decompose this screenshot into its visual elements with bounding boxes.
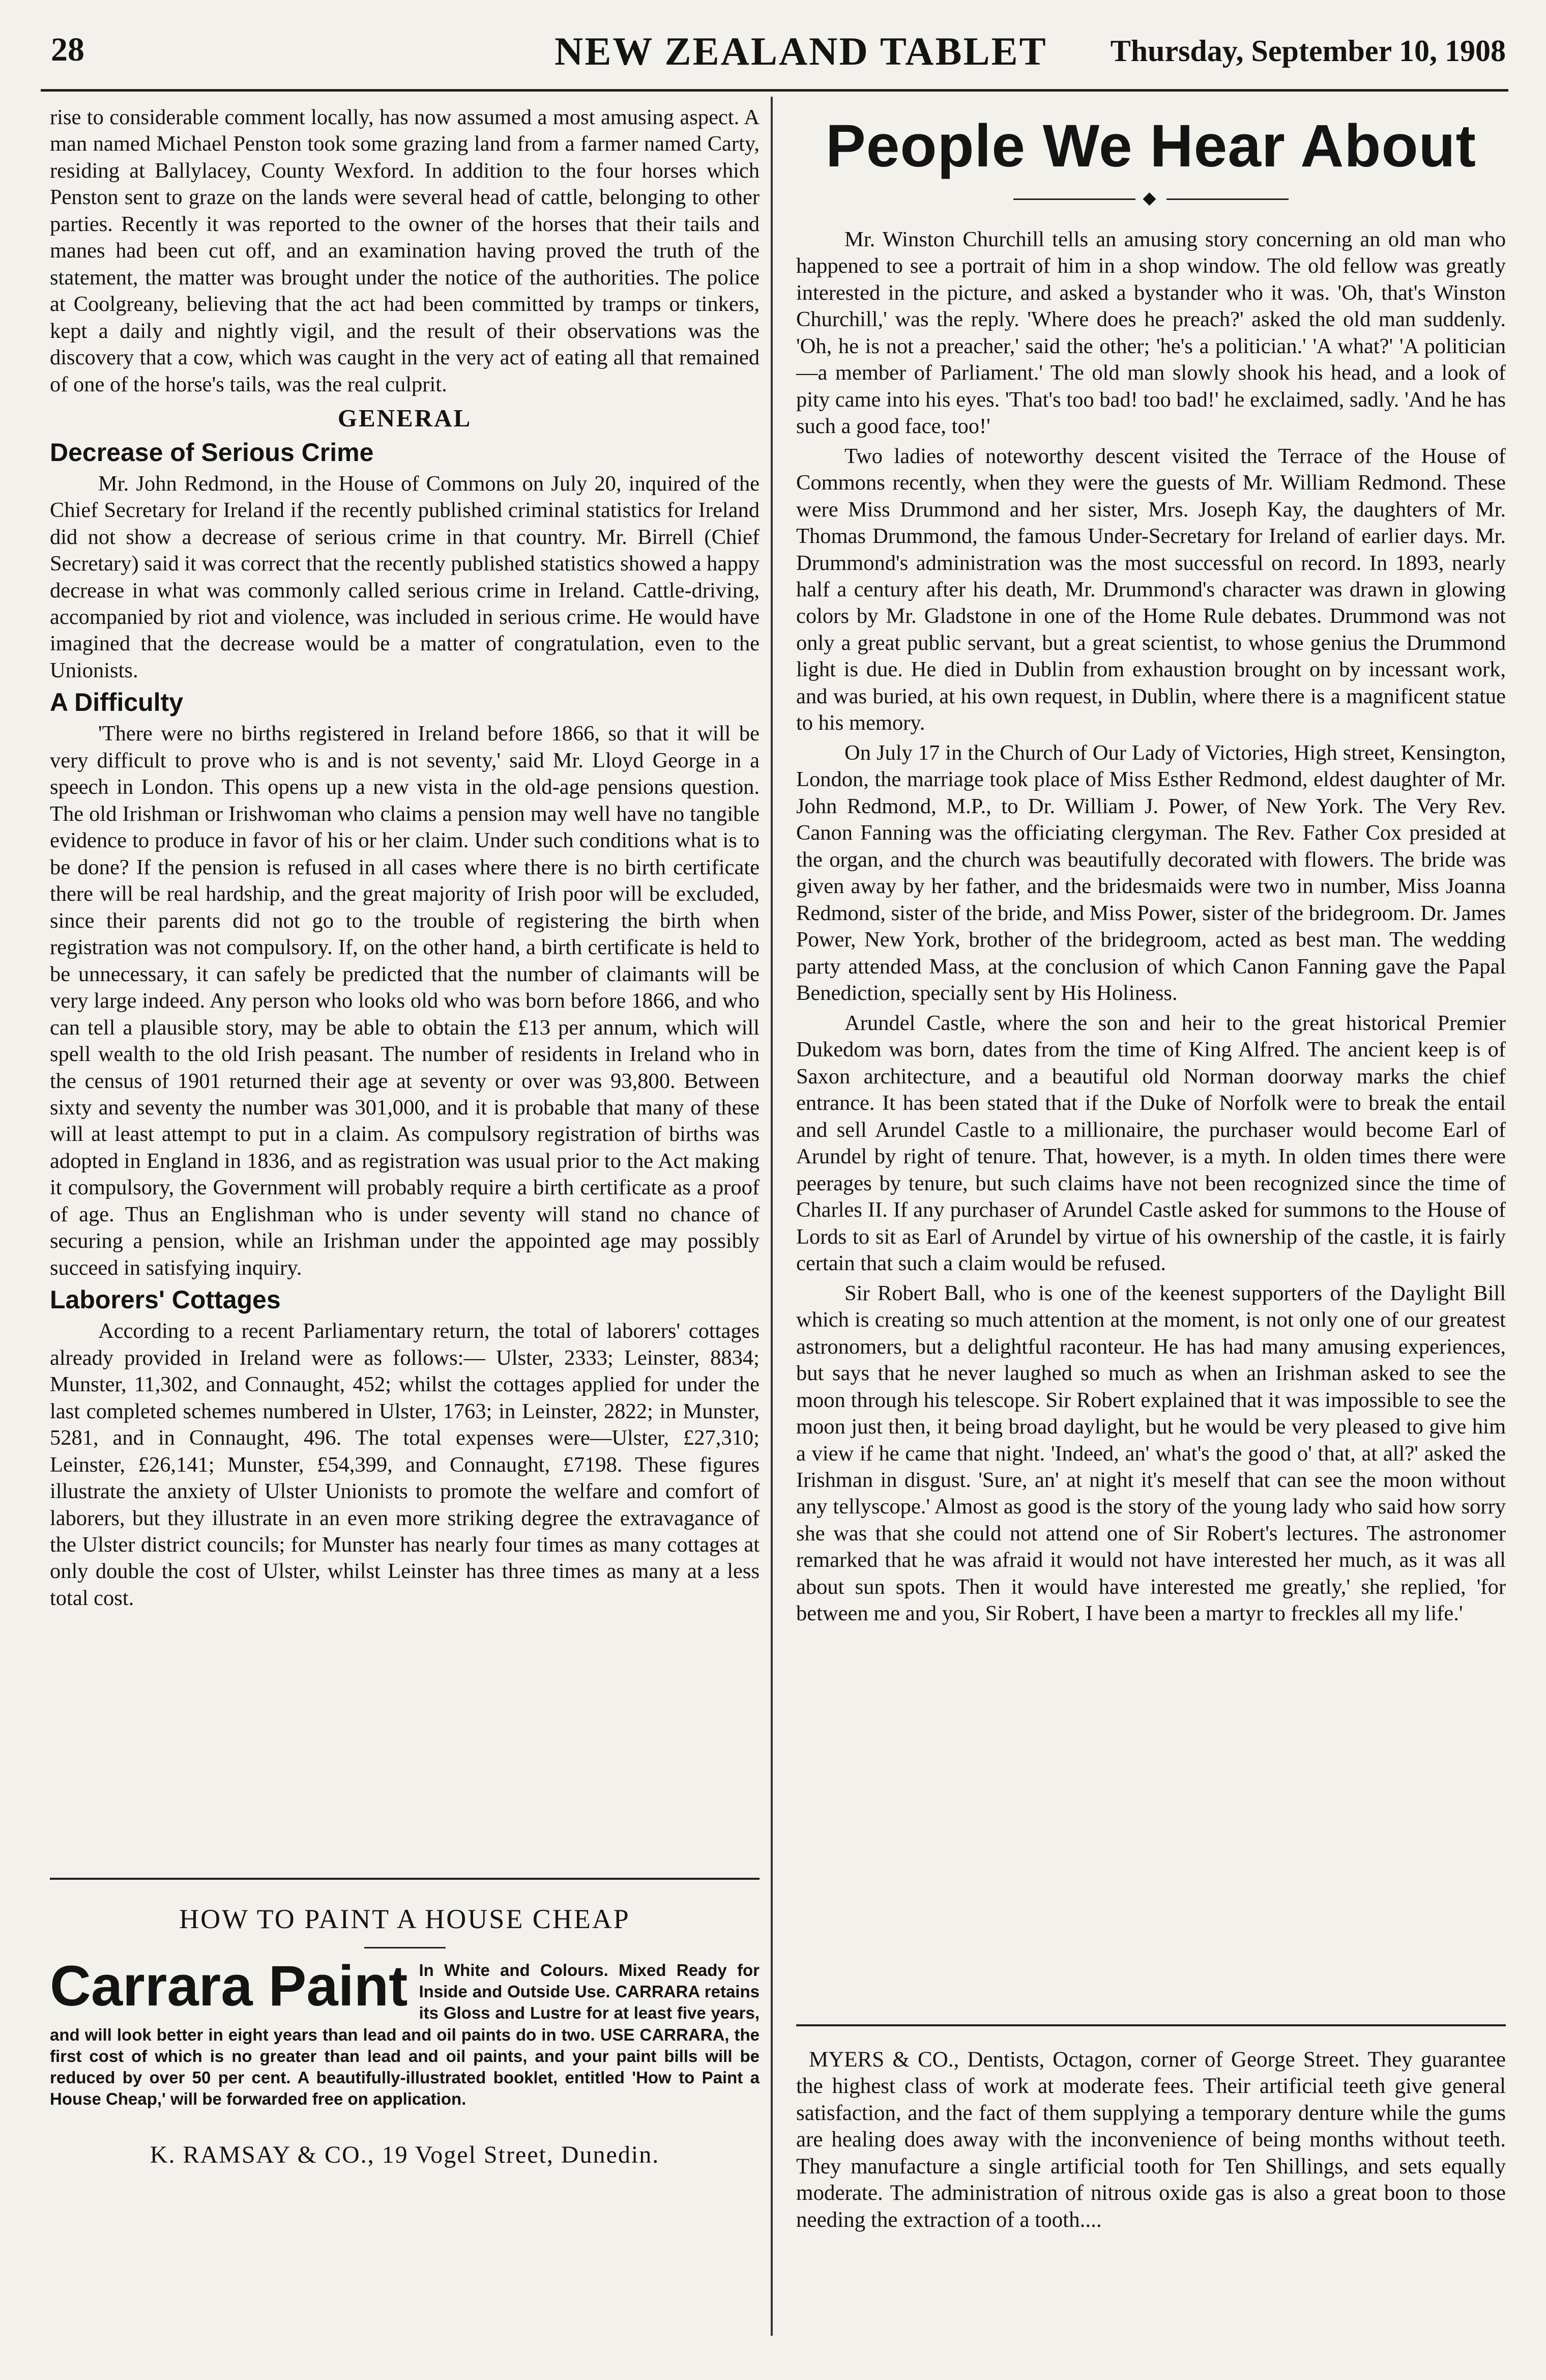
notice-rule	[796, 2024, 1506, 2026]
article-paragraph: 'There were no births registered in Ireland before 1866, so that it will be very difficult to prove who is and is not seventy,' said Mr. Lloyd George in a speech in London. This opens up a new vista in the old-age pensions question. The old Irishman or Irishwoman who claims a pension may well have no tangible evidence to produce in favor of his or her claim. Under such conditions what is to be done? If the pension is refused in all cases where there is no birth certificate there will be real hardship, and the great majority of Irish poor will be excluded, since their parents did not go to the trouble of registering the birth when registration was not compulsory. If, on the other hand, a birth certificate is held to be unnecessary, it can safely be predicted that the number of claimants will be very large indeed. Any person who looks old who was born before 1866, and who can tell a plausible story, may be able to obtain the £13 per annum, which will spell wealth to the old Irish peasant. The number of residents in Ireland who in the census of 1901 returned their age at seventy or over was 93,800. Between sixty and seventy the number was 301,000, and it is probable that many of these will at least attempt to put in a claim. As compulsory registration of births was adopted in England in 1836, and as registration was usual prior to the Act making it compulsory, the Government will probably require a birth certificate as a proof of age. Thus an Englishman who is under seventy will stand no chance of securing a pension, while an Irishman under the appointed age may possibly succeed in satisfying inquiry.	[50, 722, 760, 1280]
ad-divider	[364, 1947, 446, 1948]
feature-paragraph: Two ladies of noteworthy descent visited the Terrace of the House of Commons recently, when they were the guests of Mr. William Redmond. These were Miss Drummond and her sister, Mrs. Joseph Kay, the daughters of Mr. Thomas Drummond, the famous Under-Secretary for Ireland of earlier days. Mr. Drummond's administration was the most successful on record. In 1893, nearly half a century after his death, Mr. Drummond's character was drawn in glowing colors by Mr. Gladstone in one of the Home Rule debates. Drummond was not only a great public servant, but a great scientist, to whose genius the Drummond light is due. He died in Dublin from exhaustion brought on by incessant work, and was buried, at his own request, in Dublin, where there is a magnificent statue to his memory.	[796, 444, 1506, 735]
article-paragraph: According to a recent Parliamentary return, the total of laborers' cottages already provided in Ireland were as follows:— Ulster, 2333; Leinster, 8834; Munster, 11,302, and Connaught, 452; whilst the cottages applied for under the last completed schemes numbered in Ulster, 1763; in Leinster, 2822; in Munster, 5281, and in Connaught, 496. The total expenses were—Ulster, £27,310; Leinster, £26,141; Munster, £54,399, and Connaught, £7198. These figures illustrate the anxiety of Ulster Unionists to promote the welfare and comfort of laborers, but they illustrate in an even more striking degree the extravagance of the Ulster district councils; for Munster has nearly four times as many cottages at only double the cost of Ulster, whilst Leinster has three times as many at a less total cost.	[50, 1319, 760, 1610]
article-paragraph: Mr. John Redmond, in the House of Commons on July 20, inquired of the Chief Secretary for Ireland if the recently published criminal statistics for Ireland did not show a decrease of serious crime in that country. Mr. Birrell (Chief Secretary) said it was correct that the recently published statistics showed a happy decrease in what was commonly called serious crime in Ireland. Cattle-driving, accompanied by riot and violence, was included in serious crime. He would have imagined that the decrease would be a matter of congratulation, even to the Unionists.	[50, 471, 760, 682]
section-heading-general: GENERAL	[337, 404, 472, 433]
page-number: 28	[51, 31, 84, 68]
ad-copy: In White and Colours. Mixed Ready for Inside and Outside Use. CARRARA retains its Gloss and Lustre for at least five years, and will look better in eight years than lead and oil paints do in two. USE CARRARA, the first cost of which is no greater than lead and oil paints, and your paint bills will be reduced by over 50 per cent. A beautifully-illustrated booklet, entitled 'How to Paint a House Cheap,' will be forwarded free on application.	[50, 1961, 760, 2109]
ad-signature: K. RAMSAY & CO., 19 Vogel Street, Dunedin.	[150, 2141, 660, 2168]
ad-heading: HOW TO PAINT A HOUSE CHEAP	[179, 1904, 630, 1934]
masthead-rule	[41, 89, 1508, 92]
intro-paragraph: rise to considerable comment locally, has now assumed a most amusing aspect. A man named Michael Penston took some grazing land from a farmer named Carty, residing at Ballylacey, County Wexford. In addition to the four horses which Penston sent to graze on the lands were several head of cattle, belonging to other parties. Recently it was reported to the owner of the horses that their tails and manes had been cut off, and an examination having proved the truth of the statement, the matter was brought under the notice of the authorities. The police at Coolgreany, believing that the act had been committed by tramps or tinkers, kept a daily and nightly vigil, and the result of their observations was the discovery that a cow, which was caught in the very act of eating all that remained of one of the horse's tails, was the real culprit.	[50, 105, 760, 396]
feature-title: People We Hear About	[826, 112, 1476, 180]
feature-paragraph: Arundel Castle, where the son and heir to the great historical Premier Dukedom was born, dates from the time of King Alfred. The ancient keep is of Saxon architecture, and a beautiful old Norman doorway marks the chief entrance. It has been stated that if the Duke of Norfolk were to break the entail and sell Arundel Castle to a millionaire, the purchaser would become Earl of Arundel by right of tenure. That, however, is a myth. In olden times there were peerages by tenure, but such claims have not been recognized since the time of Charles II. If any purchaser of Arundel Castle asked for summons to the House of Lords to sit as Earl of Arundel by virtue of his ownership of the castle, it is fairly certain that such a claim would be refused.	[796, 1011, 1506, 1276]
right-column	[796, 104, 1506, 1627]
dentist-notice	[796, 2024, 1506, 2233]
masthead	[41, 25, 1506, 87]
article-heading: A Difficulty	[50, 688, 184, 717]
column-divider	[771, 97, 773, 2336]
feature-paragraph: Sir Robert Ball, who is one of the keenest supporters of the Daylight Bill which is creating so much attention at the moment, is not only one of our greatest astronomers, but a delightful raconteur. He has had many amusing experiences, but says that he never laughed so much as when an Irishman asked to see the moon through his telescope. Sir Robert explained that it was impossible to see the moon just then, it being broad daylight, but he would be very pleased to give him a view if he came that night. 'Indeed, an' what's the good o' that, at all?' asked the Irishman in disgust. 'Sure, an' at night it's meself that can see the moon without any tellyscope.' Almost as good is the story of the young lady who said how sorry she was that she could not attend one of Sir Robert's lectures. The astronomer remarked that he was afraid it would not have interested her much, as it was all about sun spots. Then it would have interested me greatly,' she replied, 'for between me and you, Sir Robert, I have been a martyr to freckles all my life.'	[796, 1281, 1506, 1626]
article-heading: Laborers' Cottages	[50, 1285, 281, 1314]
article-heading: Decrease of Serious Crime	[50, 438, 374, 467]
issue-date: Thursday, September 10, 1908	[1110, 34, 1506, 68]
feature-paragraph: On July 17 in the Church of Our Lady of Victories, High street, Kensington, London, the marriage took place of Miss Esther Redmond, eldest daughter of Mr. John Redmond, M.P., to Dr. William J. Power, of New York. The Very Rev. Canon Fanning was the officiating clergyman. The Rev. Father Cox presided at the organ, and the church was beautifully decorated with flowers. The bride was given away by her father, and the bridesmaids were two in number, Miss Joanna Redmond, sister of the bride, and Miss Power, sister of the bridegroom. Dr. James Power, New York, brother of the bridegroom, acted as best man. The wedding party attended Mass, at the conclusion of which Canon Fanning gave the Papal Benediction, specially sent by His Holiness.	[796, 740, 1506, 1006]
newspaper-title: NEW ZEALAND TABLET	[555, 29, 1047, 73]
ad-brand: Carrara Paint	[50, 1954, 408, 2018]
notice-text: MYERS & CO., Dentists, Octagon, corner of George Street. They guarantee the highest class of work at moderate fees. Their artificial teeth give general satisfaction, and the fact of them supplying a temporary denture while the gums are healing does away with the inconvenience of being months without teeth. They manufacture a single artificial tooth for Ten Shillings, and sets equally moderate. The administration of nitrous oxide gas is also a great boon to those needing the extraction of a tooth....	[796, 2048, 1506, 2232]
carrara-paint-advertisement	[50, 1878, 760, 2169]
ad-top-rule	[50, 1878, 760, 1880]
title-ornament: ◆	[796, 188, 1506, 209]
left-column	[50, 104, 760, 1612]
feature-paragraph: Mr. Winston Churchill tells an amusing story concerning an old man who happened to see a portrait of him in a shop window. The old fellow was greatly interested in the picture, and asked a bystander who it was. 'Oh, that's Winston Churchill,' was the reply. 'Where does he preach?' asked the old man suddenly. 'Oh, he is not a preacher,' said the other; 'he's a politician.' 'A what?' 'A politician—a member of Parliament.' The old man slowly shook his head, and a look of pity came into his eyes. 'That's too bad! too bad!' he exclaimed, sadly. 'And he has such a good face, too!'	[796, 227, 1506, 439]
